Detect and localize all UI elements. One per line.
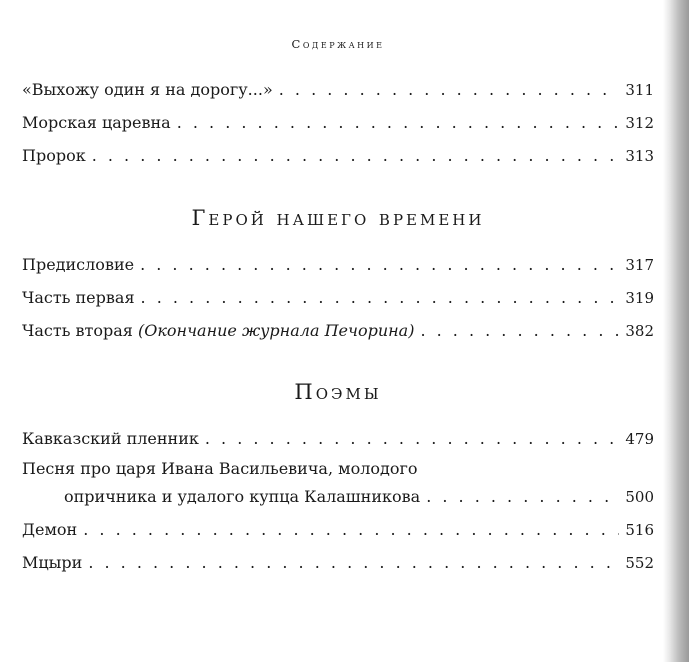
toc-entry-page: 552 [625, 554, 654, 572]
toc-entry[interactable] [22, 80, 654, 100]
toc-entry-title [22, 321, 414, 341]
toc-entry[interactable] [22, 321, 654, 341]
toc-entry-page: 311 [625, 81, 654, 99]
toc-entry[interactable] [22, 113, 654, 133]
toc-entry-title: Пророк [22, 146, 86, 165]
leader-dots [141, 288, 620, 308]
leader-dots [205, 429, 620, 449]
leader-dots [83, 520, 619, 540]
toc-entry[interactable] [22, 255, 654, 275]
toc-entry-subtitle: (Окончание журнала Печорина) [137, 321, 415, 340]
toc-entry-title-main: Часть вторая [22, 321, 133, 340]
leader-dots [426, 487, 619, 507]
toc-entry-page: 317 [625, 256, 654, 274]
leader-dots [177, 113, 620, 133]
leader-dots [88, 553, 619, 573]
toc-entry-title-line2: опричника и удалого купца Калашникова [64, 487, 421, 506]
toc-entry-page: 319 [625, 289, 654, 307]
running-head: Содержание [291, 37, 385, 51]
leader-dots [92, 146, 620, 166]
leader-dots [279, 80, 620, 100]
toc-entry[interactable] [22, 288, 654, 308]
toc-entry-page: 382 [625, 322, 654, 340]
toc-entry-title: Мцыри [22, 553, 83, 572]
leader-dots [420, 321, 619, 341]
toc-entry-title: Часть первая [22, 288, 135, 307]
section-title-hero: Герой нашего времени [191, 206, 485, 230]
table-of-contents [22, 0, 654, 662]
toc-entry[interactable] [64, 487, 654, 507]
toc-entry-title: Кавказский пленник [22, 429, 199, 448]
toc-entry[interactable] [22, 146, 654, 166]
toc-entry-page: 312 [625, 114, 654, 132]
leader-dots [140, 255, 619, 275]
toc-entry-title-line1[interactable]: Песня про царя Ивана Васильевича, молодого [22, 459, 418, 478]
toc-entry-title: Морская царевна [22, 113, 171, 132]
page-edge-shadow [663, 0, 689, 662]
toc-entry-page: 313 [625, 147, 654, 165]
toc-entry[interactable] [22, 553, 654, 573]
toc-entry-title: Демон [22, 520, 78, 539]
toc-entry[interactable] [22, 429, 654, 449]
toc-entry-page: 516 [625, 521, 654, 539]
section-title-poems: Поэмы [294, 380, 382, 404]
toc-entry-title: Предисловие [22, 255, 135, 274]
toc-entry[interactable] [22, 520, 654, 540]
toc-entry-page: 500 [625, 488, 654, 506]
toc-entry-title: «Выхожу один я на дорогу...» [22, 80, 273, 99]
toc-entry-page: 479 [625, 430, 654, 448]
